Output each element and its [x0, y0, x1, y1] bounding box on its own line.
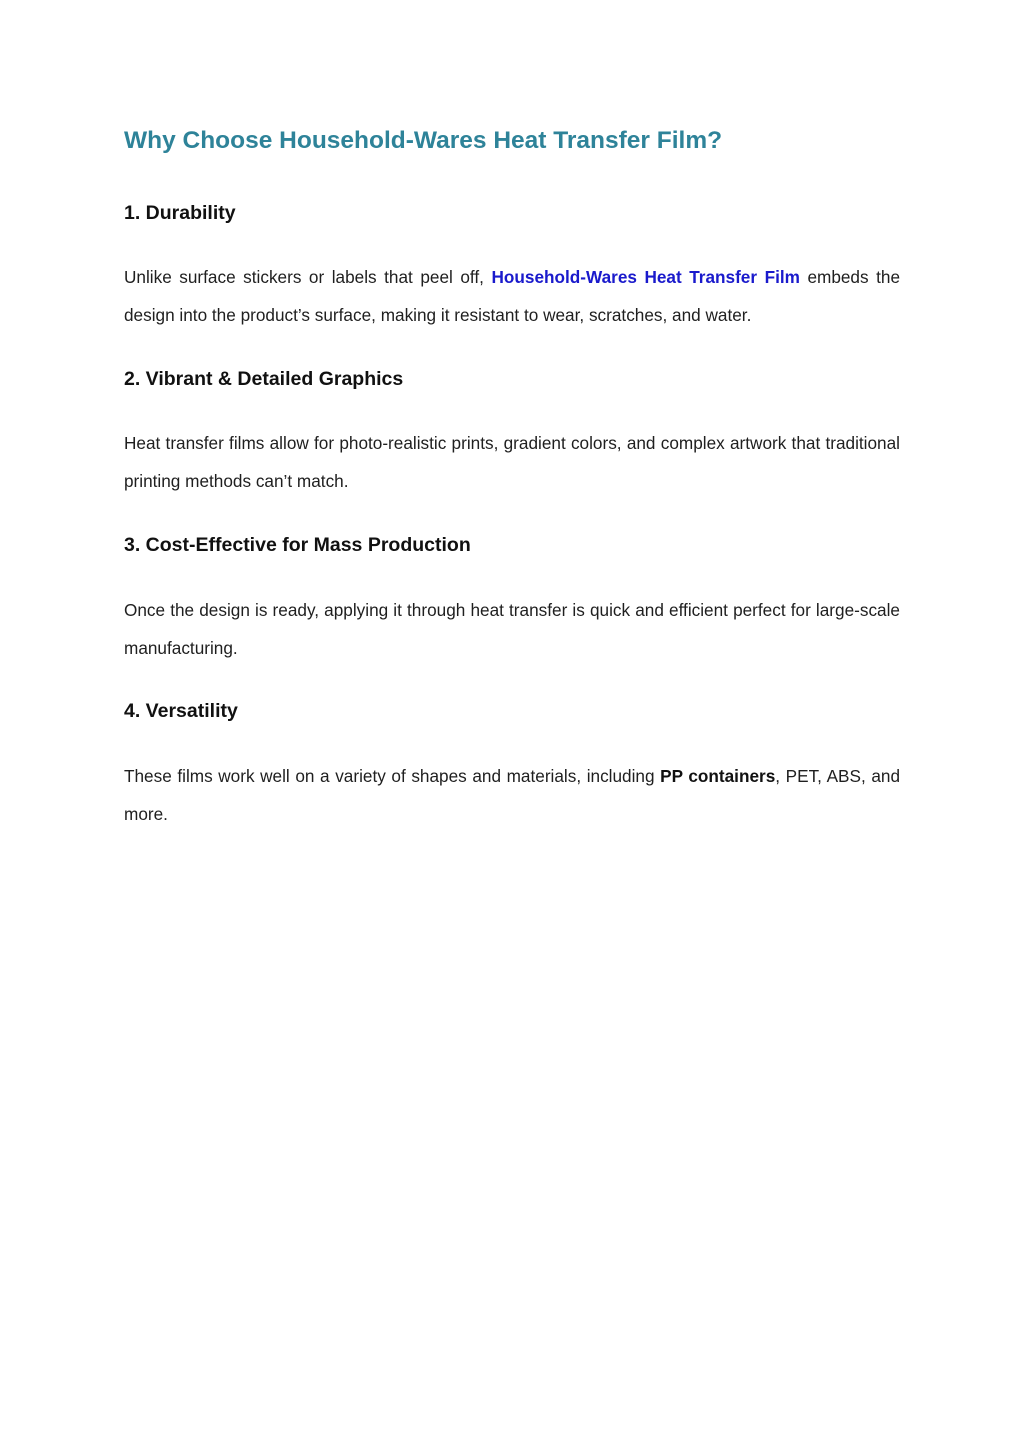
household-wares-film-link[interactable]: Household-Wares Heat Transfer Film: [491, 267, 800, 287]
section-heading-versatility: 4. Versatility: [124, 700, 238, 722]
section-body-cost-effective: Once the design is ready, applying it through heat transfer is quick and efficient perfect for large-scale manufacturing.: [124, 600, 900, 658]
pp-containers-text: PP containers: [660, 766, 776, 786]
section-body-vibrant-graphics: Heat transfer films allow for photo-realistic prints, gradient colors, and complex artwork that traditional printing methods can’t match.: [124, 433, 900, 491]
section-body-versatility: [124, 757, 900, 833]
section-heading-cost-effective: 3. Cost-Effective for Mass Production: [124, 534, 471, 556]
section-heading-durability: 1. Durability: [124, 202, 236, 224]
body-text: These films work well on a variety of shapes and materials, including: [124, 766, 661, 786]
body-text: Unlike surface stickers or labels that peel off,: [124, 267, 492, 287]
body-text: , PET, ABS, and more.: [124, 766, 901, 824]
section-body-durability: [124, 258, 900, 334]
body-text: embeds the design into the product’s surface, making it resistant to wear, scratches, and water.: [124, 267, 900, 325]
section-heading-vibrant-graphics: 2. Vibrant & Detailed Graphics: [124, 368, 404, 390]
page-title: Why Choose Household-Wares Heat Transfer Film?: [124, 127, 723, 154]
